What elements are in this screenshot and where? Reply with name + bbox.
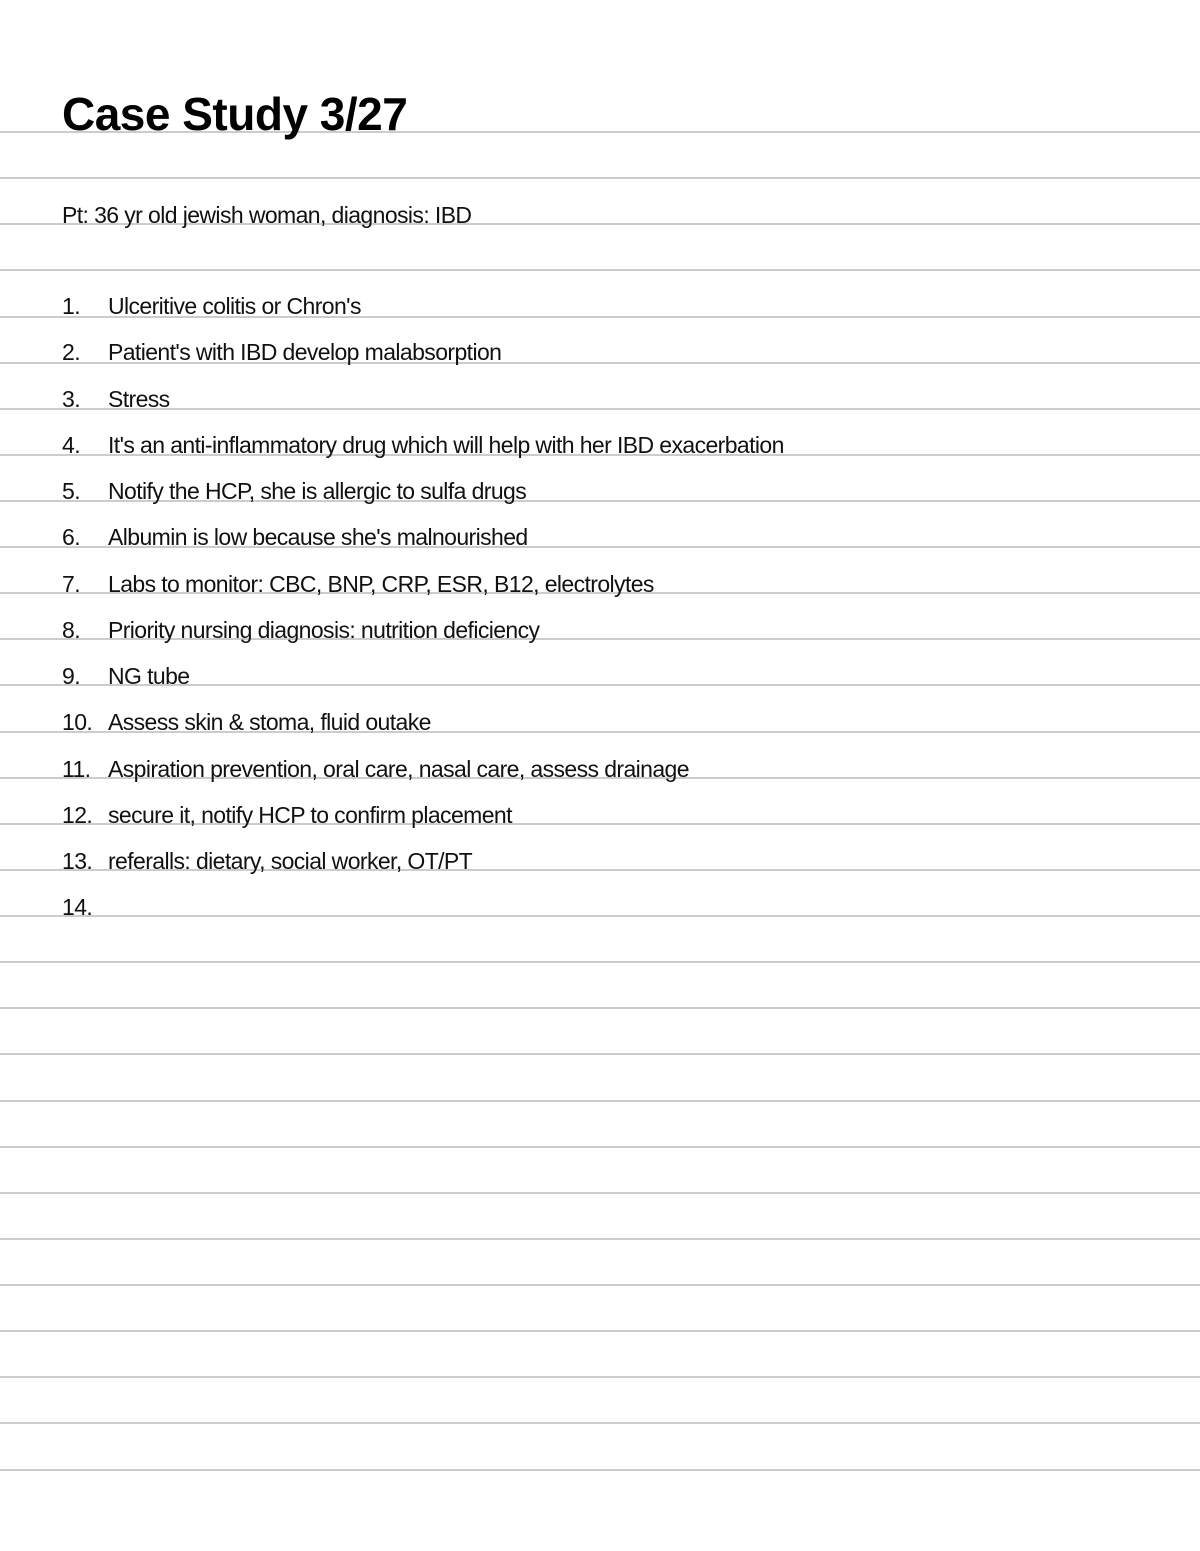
rule-line — [0, 1100, 1200, 1102]
item-number: 4. — [62, 431, 80, 458]
rule-line — [0, 177, 1200, 179]
item-text: Priority nursing diagnosis: nutrition deficiency — [108, 616, 540, 643]
item-number: 12. — [62, 801, 93, 828]
item-text: Stress — [108, 385, 170, 412]
rule-line — [0, 1146, 1200, 1148]
item-number: 5. — [62, 478, 80, 504]
rule-line — [0, 1376, 1200, 1378]
item-number: 14. — [62, 894, 93, 921]
item-text: Ulceritive colitis or Chron's — [108, 293, 361, 319]
item-number: 13. — [62, 848, 93, 874]
rule-line — [0, 1238, 1200, 1240]
item-text: Patient's with IBD develop malabsorption — [108, 339, 502, 366]
page-title: Case Study 3/27 — [62, 88, 408, 140]
item-number: 9. — [62, 663, 80, 689]
item-text: It's an anti-inflammatory drug which will help with her IBD exacerbation — [108, 431, 784, 458]
item-number: 8. — [62, 616, 80, 643]
rule-line — [0, 961, 1200, 963]
item-number: 11. — [62, 755, 91, 782]
rule-line — [0, 1284, 1200, 1286]
item-number: 7. — [62, 570, 80, 597]
item-text: Notify the HCP, she is allergic to sulfa drugs — [108, 478, 527, 504]
item-text: Labs to monitor: CBC, BNP, CRP, ESR, B12, electrolytes — [108, 570, 654, 597]
rule-line — [0, 1422, 1200, 1424]
item-text: NG tube — [108, 663, 190, 689]
rule-line — [0, 1053, 1200, 1055]
item-text: secure it, notify HCP to confirm placement — [108, 801, 512, 828]
item-text: Assess skin & stoma, fluid outake — [108, 709, 431, 736]
item-text: Albumin is low because she's malnourished — [108, 524, 528, 551]
rule-line — [0, 1192, 1200, 1194]
rule-line — [0, 269, 1200, 271]
item-number: 2. — [62, 339, 80, 366]
rule-line — [0, 1330, 1200, 1332]
item-number: 6. — [62, 524, 80, 551]
item-text: Aspiration prevention, oral care, nasal care, assess drainage — [108, 755, 689, 782]
rule-line — [0, 915, 1200, 917]
rule-line — [0, 1469, 1200, 1471]
item-number: 10. — [62, 709, 93, 736]
item-text: referalls: dietary, social worker, OT/PT — [108, 848, 473, 874]
patient-summary: Pt: 36 yr old jewish woman, diagnosis: IBD — [62, 202, 472, 228]
item-number: 1. — [62, 293, 80, 319]
item-number: 3. — [62, 385, 80, 412]
rule-line — [0, 408, 1200, 410]
rule-line — [0, 1007, 1200, 1009]
